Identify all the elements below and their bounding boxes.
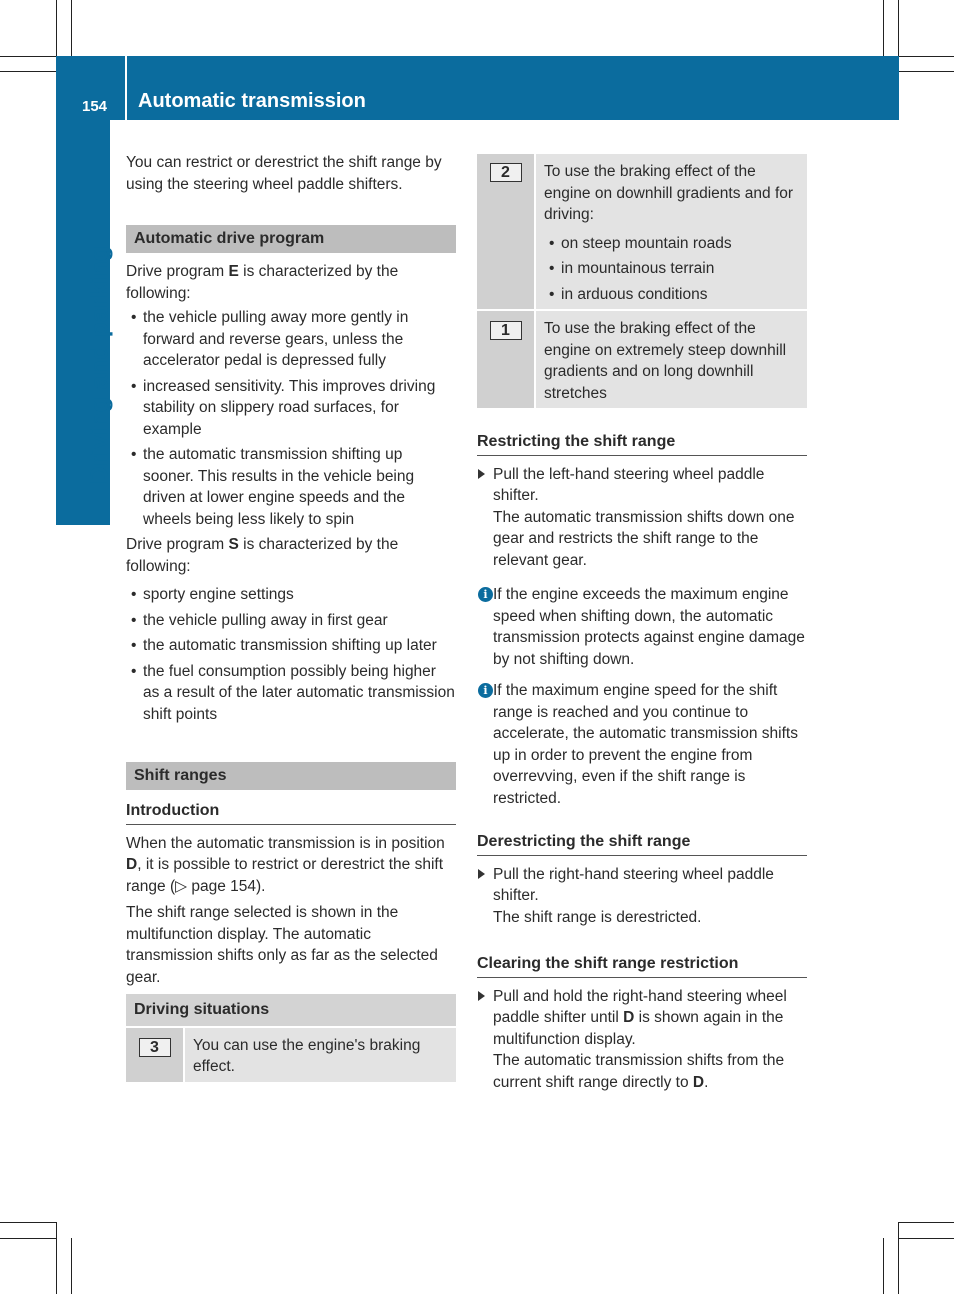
drive-program-s-list (126, 584, 456, 725)
list-item: • the vehicle pulling away in first gear (126, 610, 456, 632)
subheading-restricting: Restricting the shift range (477, 431, 807, 456)
subheading-introduction: Introduction (126, 800, 456, 825)
table-header: Driving situations (126, 994, 456, 1028)
crop-mark (898, 1222, 899, 1294)
intro-paragraph: You can restrict or derestrict the shift range by using the steering wheel paddle shifters. (126, 154, 442, 193)
info-note (477, 584, 807, 670)
drive-program-e-intro (126, 261, 456, 304)
crop-mark (899, 56, 954, 57)
crop-mark (899, 1222, 954, 1223)
crop-mark (71, 1238, 72, 1294)
list-item: • the automatic transmission shifting up sooner. This results in the vehicle being driven at lower engine speeds and the wheels being less likely to spin (126, 444, 456, 530)
info-note (477, 680, 807, 809)
crop-mark (898, 0, 899, 56)
list-item: • the vehicle pulling away more gently in forward and reverse gears, unless the accelerator pedal is depressed fully (126, 307, 456, 372)
right-column (477, 154, 807, 1093)
crop-mark (0, 1238, 56, 1239)
step-result: The automatic transmission shifts down one gear and restricts the shift range to the relevant gear. (493, 508, 795, 569)
info-text: If the maximum engine speed for the shift range is reached and you continue to accelerate, the automatic transmission shifts up in order to prevent the engine from overrevving, even if the shift range is restricted. (493, 682, 798, 807)
step-arrow-icon (478, 469, 485, 479)
text-run: is characterized by the following: (126, 263, 399, 302)
instruction-step (477, 864, 807, 929)
text-run: Drive program (126, 536, 229, 553)
drive-program-s-intro (126, 534, 456, 577)
page-reference-arrow: ▷ (175, 877, 188, 895)
list-item: • in mountainous terrain (544, 258, 799, 280)
page-number: 154 (82, 98, 108, 115)
text-run: is shown again in the multifunction display. (493, 1009, 784, 1048)
info-text: If the engine exceeds the maximum engine speed when shifting down, the automatic transmission protects against engine damage by not shifting down. (493, 586, 805, 668)
list-item: • the fuel consumption possibly being higher as a result of the later automatic transmission shift points (126, 661, 456, 726)
page-title: Automatic transmission (138, 90, 366, 112)
section-heading-drive-program: Automatic drive program (126, 225, 456, 253)
text-run: Drive program (126, 263, 229, 280)
step-text: Pull the left-hand steering wheel paddle shifter. (493, 465, 765, 504)
drive-program-letter: E (228, 263, 239, 280)
table-text: To use the braking effect of the engine on downhill gradients and for driving: (544, 163, 794, 223)
drive-program-letter: S (228, 536, 239, 553)
table-key-cell (477, 311, 536, 408)
gear-key-1: 1 (490, 321, 522, 340)
list-item: • increased sensitivity. This improves driving stability on slippery road surfaces, for example (126, 376, 456, 441)
list-item: • the automatic transmission shifting up later (126, 635, 456, 657)
text-run: When the automatic transmission is in position (126, 834, 445, 852)
crop-mark (71, 0, 72, 56)
gear-letter: D (126, 856, 138, 873)
text-run: . (704, 1073, 709, 1091)
chapter-title: Driving and parking (85, 245, 114, 485)
crop-mark (899, 1238, 954, 1239)
text-run: Pull and hold the right-hand steering wheel paddle shifter until (493, 987, 787, 1026)
gear-letter: D (692, 1073, 705, 1091)
text-run: , it is possible to restrict or derestrict the shift range ( (126, 856, 444, 895)
table-body-cell: To use the braking effect of the engine on extremely steep downhill gradients and on long downhill stretches (544, 320, 787, 402)
info-icon: i (478, 587, 493, 602)
crop-mark (56, 1222, 57, 1294)
driving-situations-table-continued (477, 154, 807, 408)
instruction-step (477, 986, 807, 1094)
list-item: • on steep mountain roads (544, 233, 799, 255)
section-heading-shift-ranges: Shift ranges (126, 762, 456, 790)
gear-key-3: 3 (139, 1038, 171, 1057)
subheading-derestricting: Derestricting the shift range (477, 831, 807, 856)
info-icon: i (478, 683, 493, 698)
step-arrow-icon (478, 869, 485, 879)
shift-range-paragraph-2: The shift range selected is shown in the multifunction display. The automatic transmission shifts only as far as the selected gear. (126, 904, 438, 986)
table-body-cell: You can use the engine's braking effect. (193, 1036, 421, 1075)
header-divider (125, 56, 127, 120)
step-arrow-icon (478, 991, 485, 1001)
instruction-step (477, 464, 807, 572)
subheading-clearing: Clearing the shift range restriction (477, 953, 807, 978)
gear-letter: D (623, 1009, 635, 1026)
list-item: • sporty engine settings (126, 584, 456, 606)
left-column (126, 152, 456, 1082)
step-result (493, 1050, 807, 1093)
drive-program-e-list (126, 307, 456, 530)
crop-mark (883, 1238, 884, 1294)
table-row (477, 154, 807, 311)
list-item: • in arduous conditions (544, 284, 799, 306)
table-key-cell (477, 154, 536, 309)
table-key-cell (126, 1028, 185, 1082)
step-text: Pull the right-hand steering wheel paddle shifter. (493, 865, 774, 904)
table-list (544, 233, 799, 306)
page-reference[interactable]: page 154). (187, 877, 266, 895)
shift-range-paragraph (126, 833, 456, 898)
step-text (493, 986, 807, 1051)
driving-situations-table (126, 994, 456, 1082)
crop-mark (0, 56, 56, 57)
table-row (126, 1028, 456, 1082)
crop-mark (0, 71, 56, 72)
crop-mark (0, 1222, 56, 1223)
step-result: The shift range is derestricted. (493, 908, 702, 926)
crop-mark (899, 71, 954, 72)
text-run: The automatic transmission shifts from the current shift range directly to (493, 1052, 785, 1091)
crop-mark (56, 0, 57, 56)
text-run: is characterized by the following: (126, 536, 399, 575)
table-row (477, 311, 807, 408)
table-body-cell (536, 154, 807, 309)
gear-key-2: 2 (490, 163, 522, 182)
crop-mark (883, 0, 884, 56)
